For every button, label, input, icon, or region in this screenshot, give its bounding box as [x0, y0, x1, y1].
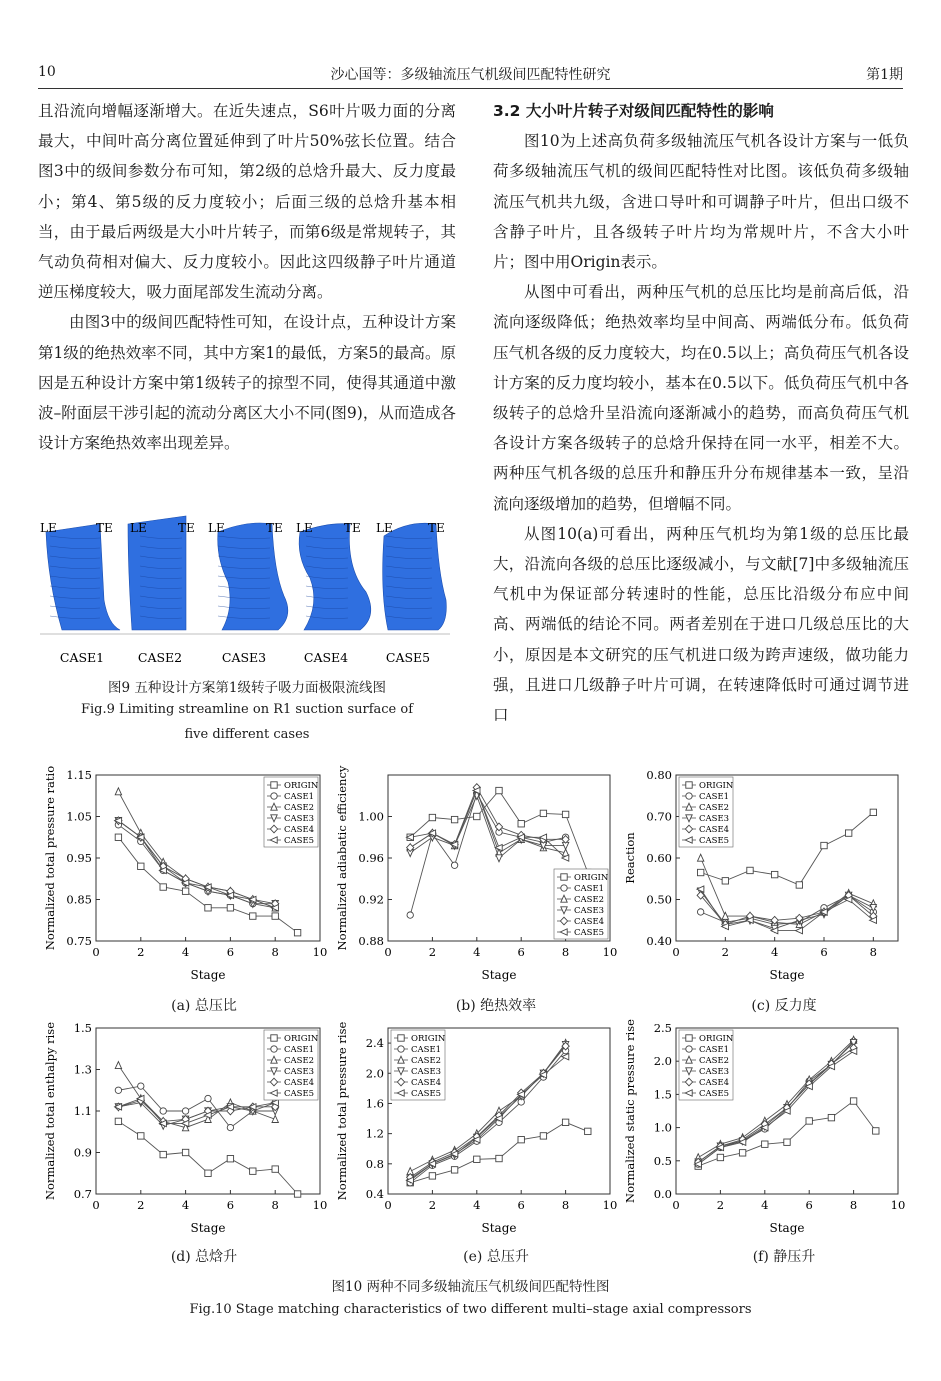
- legend-entry: CASE3: [411, 1067, 442, 1077]
- series-line-origin: [410, 1122, 588, 1182]
- chart-total-pressure-rise: [330, 1018, 620, 1243]
- square-marker: [474, 1156, 480, 1162]
- square-marker: [160, 884, 166, 890]
- legend-entry: CASE2: [699, 803, 730, 813]
- x-tick-label: 4: [181, 1198, 190, 1212]
- y-axis-label: Normalized total enthalpy rise: [43, 1021, 57, 1201]
- legend: [554, 869, 609, 939]
- square-marker: [722, 878, 728, 884]
- square-marker: [429, 1173, 435, 1179]
- legend: [264, 777, 319, 847]
- square-marker: [160, 1151, 166, 1157]
- x-axis-label: Stage: [481, 968, 517, 982]
- subcaption-c: (c) 反力度: [751, 998, 817, 1014]
- circle-marker: [227, 1124, 233, 1130]
- x-tick-label: 10: [602, 945, 618, 959]
- le-label: LE: [40, 521, 57, 535]
- y-axis-label: Normalized total pressure rise: [335, 1021, 349, 1201]
- square-marker: [806, 1118, 812, 1124]
- x-tick-label: 2: [428, 1198, 437, 1212]
- left-paragraph-2: 由图3中的级间匹配特性可知，在设计点，五种设计方案第1级的绝热效率不同，其中方案1的最低，方案5的最高。原因是五种设计方案中第1级转子的掠型不同，使得其通道中激波–附面层干涉引起的流动分离区大小不同(图9)，从而造成各设计方案绝热效率出现差异。: [38, 313, 456, 453]
- series-line-case2: [118, 792, 275, 908]
- circle-marker: [451, 862, 457, 868]
- square-marker: [451, 816, 457, 822]
- y-tick-label: 2.4: [365, 1036, 384, 1051]
- y-axis-label: Normalized static pressure rise: [623, 1019, 637, 1203]
- legend: [679, 1030, 734, 1100]
- le-label: LE: [208, 521, 225, 535]
- circle-marker: [160, 1108, 166, 1114]
- y-tick-label: 0.9: [73, 1145, 92, 1160]
- square-marker: [540, 810, 546, 816]
- circle-marker: [686, 1046, 692, 1052]
- square-marker: [873, 1128, 879, 1134]
- triangle-up-marker: [697, 854, 703, 861]
- legend: [679, 777, 734, 847]
- legend-entry: CASE4: [411, 1078, 442, 1088]
- x-tick-label: 0: [92, 1198, 100, 1212]
- square-marker: [585, 1128, 591, 1134]
- y-tick-label: 0.80: [646, 768, 672, 782]
- legend: [391, 1030, 446, 1100]
- left-paragraph-1: 且沿流向增幅逐渐增大。在近失速点，S6叶片吸力面的分离最大，中间叶高分离位置延伸到了叶片50%弦长位置。结合图3中的级间参数分布可知，第2级的总焓升最大、反力度最小；第4、第5级的反力度较小；后面三级的总焓升基本相当，由于最后两级是大小叶片转子，而第6级是常规转子，其气动负荷相对偏大、反力度较小。因此这四级静子叶片通道逆压梯度较大，吸力面尾部发生流动分离。: [38, 102, 456, 302]
- y-axis-label: Reaction: [623, 832, 637, 884]
- legend-entry: CASE5: [284, 836, 315, 846]
- x-axis-label: Stage: [769, 1221, 805, 1235]
- y-tick-label: 0.75: [66, 934, 92, 948]
- x-tick-label: 4: [771, 945, 779, 959]
- chart-reaction: [618, 765, 908, 990]
- y-tick-label: 2.0: [653, 1054, 672, 1069]
- chart-total-pressure-ratio: [38, 765, 330, 990]
- legend-entry: CASE4: [574, 917, 605, 927]
- square-marker: [451, 1167, 457, 1173]
- subcaption-f: (f) 静压升: [752, 1249, 816, 1265]
- le-label: LE: [130, 521, 147, 535]
- circle-marker: [182, 1108, 188, 1114]
- case-label: CASE4: [303, 650, 349, 665]
- legend-entry: CASE1: [411, 1045, 442, 1055]
- x-tick-label: 4: [473, 945, 481, 959]
- y-tick-label: 0.95: [66, 851, 92, 865]
- legend-entry: CASE2: [699, 1056, 730, 1066]
- page-number: 10: [38, 64, 56, 80]
- square-marker: [562, 1119, 568, 1125]
- legend-entry: CASE1: [699, 1045, 730, 1055]
- subcaption-e: (e) 总压升: [463, 1249, 529, 1265]
- blade-case3: [218, 523, 288, 630]
- right-paragraph-2: 从图中可看出，两种压气机的总压比均是前高后低，沿流向逐级降低；绝热效率均呈中间高、两端低分布。低负荷压气机各级的反力度较大，均在0.5以上；高负荷压气机各设计方案的反力度均较小，基本在0.5以下。低负荷压气机中各级转子的总焓升呈沿流向逐渐减小的趋势，而高负荷压气机各设计方案各级转子的总焓升保持在同一水平，相差不大。两种压气机各级的总压升和静压升分布规律基本一致，呈沿流向逐级增加的趋势，但增幅不同。: [493, 283, 909, 513]
- square-marker: [115, 834, 121, 840]
- x-axis-label: Stage: [190, 1221, 226, 1235]
- subcaption-b: (b) 绝热效率: [455, 998, 537, 1014]
- legend-entry: CASE1: [699, 792, 730, 802]
- y-tick-label: 1.1: [73, 1104, 92, 1118]
- y-tick-label: 1.2: [365, 1126, 384, 1141]
- square-marker: [771, 871, 777, 877]
- legend-entry: CASE4: [699, 1078, 730, 1088]
- legend-entry: CASE3: [574, 906, 605, 916]
- circle-marker: [271, 1046, 277, 1052]
- square-marker: [739, 1150, 745, 1156]
- legend-entry: CASE5: [284, 1089, 315, 1099]
- fig9-caption-en-2: five different cases: [184, 727, 310, 742]
- x-tick-label: 10: [312, 945, 328, 959]
- triangle-up-marker: [272, 1116, 278, 1123]
- axes: [335, 1022, 617, 1235]
- x-tick-label: 0: [92, 945, 100, 959]
- y-tick-label: 1.05: [66, 809, 92, 824]
- legend-entry: CASE3: [284, 1067, 315, 1077]
- x-tick-label: 8: [271, 1198, 279, 1212]
- legend-entry: CASE2: [411, 1056, 442, 1066]
- square-marker: [115, 1118, 121, 1124]
- x-tick-label: 8: [869, 945, 877, 959]
- right-paragraph-3: 从图10(a)可看出，两种压气机均为第1级的总压比最大，沿流向各级的总压比逐级减小，与文献[7]中多级轴流压气机中为保证部分转速时的性能，总压比沿级分布应中间高、两端低的结论不同。两者差别在于进口几级总压比的大小，原因是本文研究的压气机进口级为跨声速级，做功能力强，且进口几级静子叶片可调，在转速降低时可通过调节进口: [493, 524, 909, 725]
- x-tick-label: 4: [761, 1198, 769, 1212]
- legend-entry: CASE5: [574, 928, 605, 938]
- x-tick-label: 6: [820, 945, 828, 959]
- legend-entry: ORIGIN: [699, 781, 734, 791]
- square-marker: [294, 930, 300, 936]
- y-tick-label: 0.96: [358, 851, 384, 865]
- case-label: CASE3: [221, 650, 267, 665]
- legend-entry: CASE5: [411, 1089, 442, 1099]
- y-tick-label: 2.0: [365, 1066, 384, 1081]
- x-tick-label: 6: [226, 1198, 235, 1212]
- y-tick-label: 0.92: [358, 892, 384, 907]
- legend-entry: CASE3: [284, 814, 315, 824]
- te-label: TE: [96, 521, 113, 535]
- subcaption-d: (d) 总焓升: [170, 1249, 238, 1265]
- right-column: [493, 96, 909, 730]
- square-marker: [762, 1141, 768, 1147]
- square-marker: [518, 821, 524, 827]
- square-marker: [138, 863, 144, 869]
- y-tick-label: 0.88: [358, 934, 384, 948]
- y-tick-label: 0.60: [646, 851, 672, 865]
- legend-entry: ORIGIN: [411, 1034, 446, 1044]
- legend-entry: CASE4: [284, 825, 315, 835]
- x-tick-label: 10: [602, 1198, 618, 1212]
- left-column: [38, 96, 456, 458]
- blade-case5: [383, 523, 447, 630]
- y-tick-label: 0.40: [646, 934, 672, 948]
- running-title: 沙心国等：多级轴流压气机级间匹配特性研究: [330, 67, 611, 83]
- series-line-origin: [118, 1121, 297, 1194]
- te-label: TE: [178, 521, 195, 535]
- x-tick-label: 6: [226, 945, 235, 959]
- square-marker: [496, 1155, 502, 1161]
- legend-entry: CASE1: [574, 884, 605, 894]
- square-marker: [272, 913, 278, 919]
- y-axis-label: Normalized total pressure ratio: [43, 765, 57, 951]
- legend: [264, 1030, 319, 1100]
- x-tick-label: 6: [517, 945, 525, 959]
- square-marker: [138, 1133, 144, 1139]
- circle-marker: [115, 1087, 121, 1093]
- x-axis-label: Stage: [190, 968, 226, 982]
- square-marker: [496, 787, 502, 793]
- chart-adiabatic-efficiency: [330, 765, 620, 990]
- case-label: CASE1: [59, 650, 105, 665]
- legend-entry: CASE3: [699, 1067, 730, 1077]
- page-header: [38, 62, 903, 86]
- x-tick-label: 10: [312, 1198, 328, 1212]
- issue-number: 第1期: [866, 67, 903, 83]
- legend-entry: CASE2: [574, 895, 605, 905]
- y-tick-label: 0.4: [365, 1187, 384, 1201]
- y-tick-label: 0.0: [653, 1187, 672, 1201]
- triangle-up-marker: [115, 1062, 121, 1069]
- x-tick-label: 2: [137, 945, 145, 959]
- square-marker: [540, 1133, 546, 1139]
- square-marker: [182, 888, 188, 894]
- square-marker: [821, 842, 827, 848]
- x-tick-label: 8: [561, 945, 570, 959]
- x-tick-label: 6: [805, 1198, 813, 1212]
- square-marker: [294, 1191, 300, 1197]
- square-marker: [747, 867, 753, 873]
- x-tick-label: 8: [561, 1198, 570, 1212]
- square-marker: [686, 1035, 692, 1041]
- y-axis-label: Normalized adiabatic efficiency: [335, 765, 349, 951]
- y-tick-label: 1.00: [358, 809, 384, 824]
- axes: [623, 768, 877, 982]
- legend-entry: CASE4: [699, 825, 730, 835]
- x-tick-label: 10: [890, 1198, 906, 1212]
- square-marker: [272, 1166, 278, 1172]
- square-marker: [271, 1035, 277, 1041]
- le-label: LE: [296, 521, 313, 535]
- x-tick-label: 8: [849, 1198, 858, 1212]
- legend-entry: ORIGIN: [284, 781, 319, 791]
- case-label: CASE2: [137, 650, 183, 665]
- x-tick-label: 0: [384, 1198, 392, 1212]
- x-tick-label: 2: [721, 945, 729, 959]
- chart-static-pressure-rise: [618, 1018, 908, 1243]
- square-marker: [518, 1136, 524, 1142]
- square-marker: [784, 1139, 790, 1145]
- x-tick-label: 2: [137, 1198, 145, 1212]
- te-label: TE: [428, 521, 445, 535]
- le-label: LE: [376, 521, 393, 535]
- legend-entry: ORIGIN: [699, 1034, 734, 1044]
- legend-entry: CASE2: [284, 803, 315, 813]
- circle-marker: [271, 793, 277, 799]
- fig9-caption-cn: 图9 五种设计方案第1级转子吸力面极限流线图: [108, 680, 386, 696]
- circle-marker: [398, 1046, 404, 1052]
- section-title: 3.2 大小叶片转子对级间匹配特性的影响: [493, 102, 774, 120]
- circle-marker: [697, 909, 703, 915]
- header-rule: [38, 88, 903, 89]
- square-marker: [828, 1114, 834, 1120]
- circle-marker: [561, 885, 567, 891]
- fig9-caption-en-1: Fig.9 Limiting streamline on R1 suction surface of: [80, 702, 414, 717]
- y-tick-label: 1.15: [66, 768, 92, 782]
- x-tick-label: 4: [181, 945, 190, 959]
- square-marker: [429, 814, 435, 820]
- square-marker: [562, 811, 568, 817]
- x-tick-label: 0: [672, 1198, 680, 1212]
- right-paragraph-1: 图10为上述高负荷多级轴流压气机各设计方案与一低负荷多级轴流压气机的级间匹配特性对比图。该低负荷多级轴流压气机共九级，含进口导叶和可调静子叶片，但出口级不含静子叶片，且各级转子叶片均为常规叶片，不含大小叶片；图中用Origin表示。: [493, 132, 909, 272]
- legend-entry: CASE1: [284, 1045, 315, 1055]
- chart-total-enthalpy-rise: [38, 1018, 330, 1243]
- y-tick-label: 1.0: [653, 1120, 672, 1135]
- y-tick-label: 1.5: [653, 1087, 672, 1102]
- y-tick-label: 0.85: [66, 892, 92, 907]
- square-marker: [250, 913, 256, 919]
- triangle-left-marker: [796, 927, 803, 933]
- square-marker: [561, 874, 567, 880]
- fig10-caption-en: Fig.10 Stage matching characteristics of two different multi–stage axial compressors: [189, 1302, 752, 1317]
- x-axis-label: Stage: [481, 1221, 517, 1235]
- circle-marker: [138, 1083, 144, 1089]
- legend-entry: CASE5: [699, 1089, 730, 1099]
- y-tick-label: 0.50: [646, 892, 672, 907]
- x-tick-label: 4: [473, 1198, 481, 1212]
- x-tick-label: 0: [384, 945, 392, 959]
- square-marker: [250, 1168, 256, 1174]
- subcaption-a: (a) 总压比: [171, 998, 237, 1014]
- legend-entry: CASE2: [284, 1056, 315, 1066]
- circle-marker: [407, 912, 413, 918]
- square-marker: [845, 830, 851, 836]
- square-marker: [870, 809, 876, 815]
- square-marker: [205, 905, 211, 911]
- square-marker: [271, 782, 277, 788]
- legend-entry: CASE1: [284, 792, 315, 802]
- legend-entry: CASE5: [699, 836, 730, 846]
- circle-marker: [686, 793, 692, 799]
- fig10-caption-cn: 图10 两种不同多级轴流压气机级间匹配特性图: [331, 1279, 610, 1295]
- y-tick-label: 1.3: [73, 1062, 92, 1077]
- triangle-down-marker: [496, 855, 502, 862]
- y-tick-label: 2.5: [653, 1021, 672, 1035]
- x-tick-label: 2: [716, 1198, 725, 1212]
- y-tick-label: 0.7: [73, 1187, 92, 1201]
- legend-entry: ORIGIN: [284, 1034, 319, 1044]
- legend-entry: CASE4: [284, 1078, 315, 1088]
- figure-9-streamlines: [38, 512, 456, 672]
- legend-entry: ORIGIN: [574, 873, 609, 883]
- legend-entry: CASE3: [699, 814, 730, 824]
- x-tick-label: 6: [517, 1198, 525, 1212]
- square-marker: [205, 1170, 211, 1176]
- case-label: CASE5: [385, 650, 431, 665]
- square-marker: [686, 782, 692, 788]
- square-marker: [697, 869, 703, 875]
- square-marker: [398, 1035, 404, 1041]
- y-tick-label: 1.5: [73, 1021, 92, 1035]
- x-axis-label: Stage: [769, 968, 805, 982]
- square-marker: [227, 905, 233, 911]
- square-marker: [227, 1156, 233, 1162]
- square-marker: [474, 813, 480, 819]
- y-tick-label: 0.5: [653, 1153, 672, 1168]
- square-marker: [182, 1149, 188, 1155]
- te-label: TE: [266, 521, 283, 535]
- y-tick-label: 0.8: [365, 1156, 384, 1171]
- x-tick-label: 0: [672, 945, 680, 959]
- triangle-up-marker: [115, 788, 121, 795]
- y-tick-label: 1.6: [365, 1096, 384, 1111]
- square-marker: [717, 1154, 723, 1160]
- x-tick-label: 2: [428, 945, 437, 959]
- circle-marker: [205, 1095, 211, 1101]
- x-tick-label: 8: [271, 945, 279, 959]
- y-tick-label: 0.70: [646, 809, 672, 824]
- te-label: TE: [344, 521, 361, 535]
- square-marker: [796, 882, 802, 888]
- square-marker: [850, 1098, 856, 1104]
